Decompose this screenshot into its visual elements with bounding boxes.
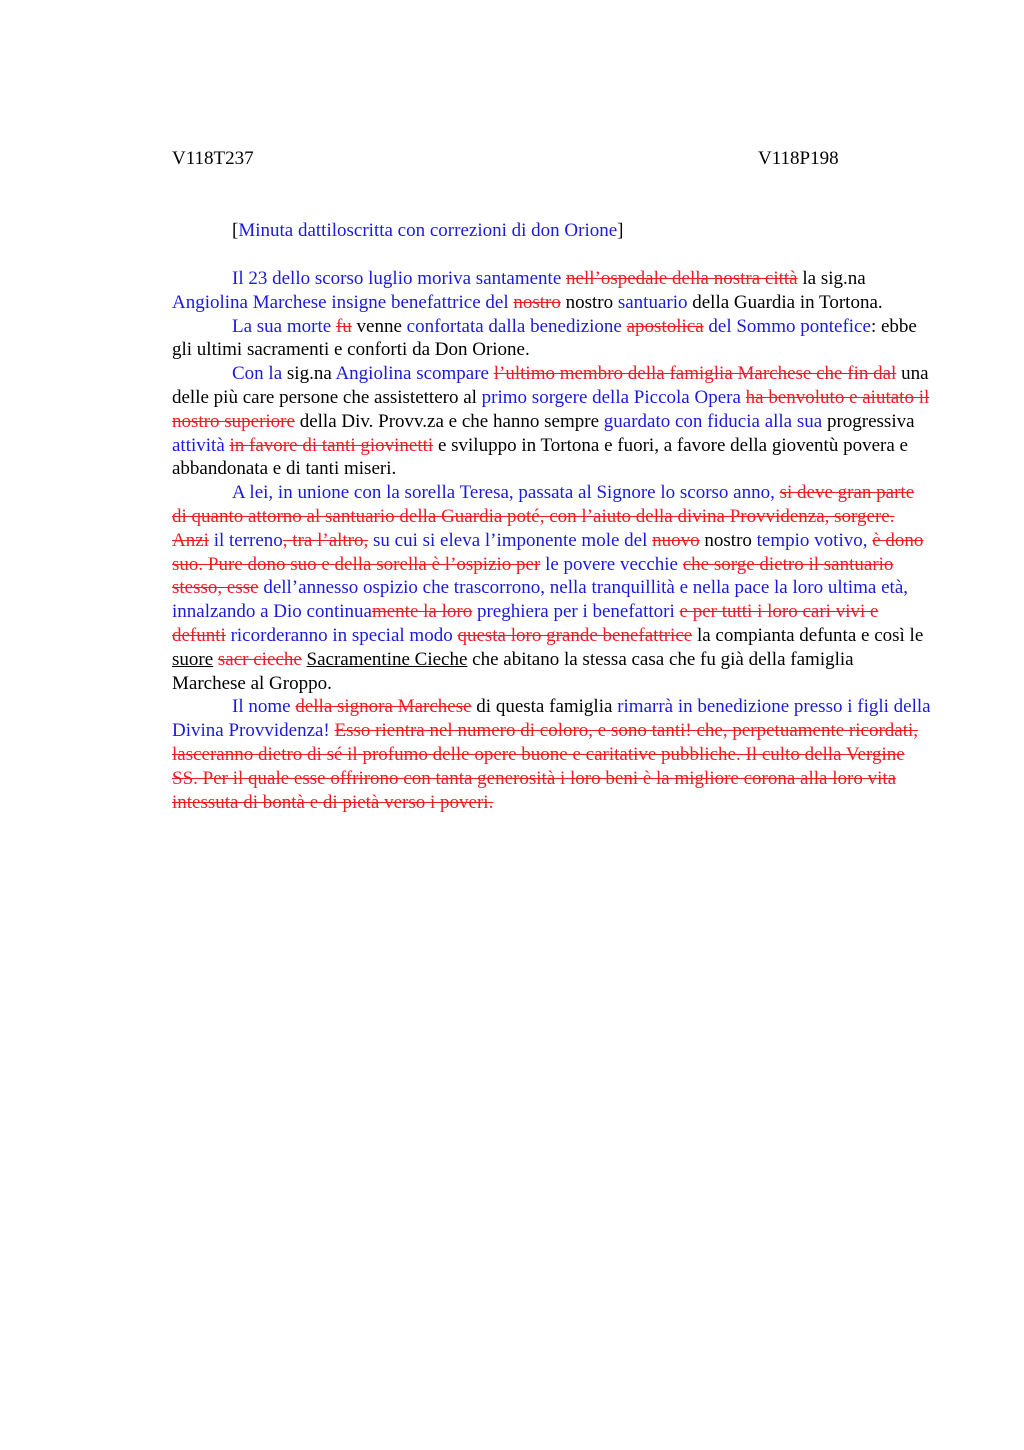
deleted-text: in favore di tanti giovinetti — [229, 434, 434, 456]
inserted-text: dell’annesso ospizio che trascorrono, nella tranquillità e nella pace la loro ultima età, innalzando a Dio continua — [172, 577, 909, 623]
deleted-text: nostro — [513, 291, 561, 313]
deleted-text: , tra l’altro, — [282, 529, 369, 551]
deleted-text: ha benvoluto e aiutato il nostro superiore — [172, 386, 930, 432]
original-text: venne — [351, 315, 407, 337]
original-text: la compianta defunta e così le — [692, 624, 924, 646]
original-text: sig.na — [286, 363, 336, 385]
deleted-text: si deve gran parte di quanto attorno al santuario della Guardia poté, con l’aiuto della divina Provvidenza, sorgere. Anzi — [172, 482, 915, 551]
original-text: della Guardia in Tortona. — [687, 291, 883, 313]
paragraph — [172, 315, 932, 363]
original-text: nostro — [560, 291, 618, 313]
deleted-text: della signora Marchese — [295, 696, 472, 718]
editorial-note — [172, 218, 932, 244]
original-text: una delle più care persone che assistettero al — [172, 363, 929, 408]
left-document-code: V118T237 — [172, 148, 254, 169]
deleted-text: e per tutti i loro cari vivi e defunti — [172, 601, 879, 646]
paragraph — [172, 481, 932, 695]
underlined-text: Sacramentine Cieche — [306, 648, 468, 670]
deleted-text: è dono suo. Pure dono suo e della sorella è l’ospizio per — [172, 529, 924, 575]
document-page — [172, 146, 932, 814]
document-body — [172, 267, 932, 814]
inserted-text: Il 23 dello scorso luglio moriva santamente — [232, 268, 567, 289]
note-text: Minuta dattiloscritta con correzioni di don Orione — [238, 220, 618, 241]
note-close-bracket: ] — [617, 220, 624, 241]
paragraph — [172, 695, 932, 814]
inserted-text: il terreno — [208, 529, 283, 551]
original-text: : ebbe gli ultimi sacramenti e conforti da Don Orione. — [172, 315, 917, 361]
original-text: della Div. Provv.za e che hanno sempre — [294, 410, 604, 432]
deleted-text: sacr cieche — [217, 648, 302, 670]
inserted-text: su cui si eleva l’imponente mole del — [368, 529, 653, 551]
inserted-text: guardato con fiducia alla sua — [603, 410, 823, 432]
deleted-text: Esso rientra nel numero di coloro, e sono tanti! che, perpetuamente ricordati, lasceranno dietro di sé il profumo delle opere buone e caritative pubbliche. Il culto della Vergine SS. Per il quale esse offrirono con tanta generosità i loro beni è la migliore corona alla loro vita intessuta di bontà e di pietà verso i poveri. — [172, 720, 919, 813]
inserted-text: Angiolina scompare — [335, 363, 494, 385]
deleted-text: mente la loro — [371, 601, 473, 623]
inserted-text: confortata dalla benedizione — [406, 315, 627, 337]
inserted-text: Con la — [232, 363, 287, 385]
original-text: e sviluppo in Tortona e fuori, a favore della gioventù povera e abbandonata e di tanti miseri. — [172, 434, 908, 480]
deleted-text: nell’ospedale della nostra città — [566, 268, 798, 289]
inserted-text: tempio votivo, — [756, 529, 873, 551]
original-text: progressiva — [822, 410, 915, 432]
inserted-text: le povere vecchie — [540, 553, 683, 575]
original-text: nostro — [699, 529, 757, 551]
inserted-text: attività — [172, 434, 225, 456]
deleted-text: nuovo — [652, 529, 700, 551]
paragraph — [172, 267, 932, 315]
inserted-text: rimarrà in benedizione presso i figli della Divina Provvidenza! — [172, 696, 931, 742]
page-header — [172, 146, 932, 172]
inserted-text: del Sommo pontefice — [703, 315, 871, 337]
inserted-text: La sua morte — [232, 315, 336, 337]
inserted-text: santuario — [617, 291, 688, 313]
inserted-text: Il nome — [232, 696, 296, 718]
deleted-text: questa loro grande benefattrice — [457, 624, 693, 646]
original-text: la sig.na — [797, 268, 866, 289]
paragraph — [172, 362, 932, 481]
inserted-text: A lei, in unione con la sorella Teresa, passata al Signore lo scorso anno, — [232, 482, 780, 504]
deleted-text: apostolica — [626, 315, 704, 337]
deleted-text: che sorge dietro il santuario stesso, esse — [172, 553, 894, 599]
inserted-text: Angiolina Marchese insigne benefattrice del — [172, 291, 514, 313]
deleted-text: fu — [335, 315, 352, 337]
inserted-text: preghiera per i benefattori — [472, 601, 680, 623]
underlined-text: suore — [172, 648, 214, 670]
note-open-bracket: [ — [232, 220, 239, 241]
original-text: di questa famiglia — [471, 696, 618, 718]
inserted-text: primo sorgere della Piccola Opera — [481, 386, 746, 408]
original-text: che abitano la stessa casa che fu già della famiglia Marchese al Groppo. — [172, 648, 854, 694]
deleted-text: l’ultimo membro della famiglia Marchese che fin dal — [493, 363, 897, 385]
inserted-text: ricorderanno in special modo — [225, 624, 458, 646]
right-document-code: V118P198 — [758, 148, 839, 169]
